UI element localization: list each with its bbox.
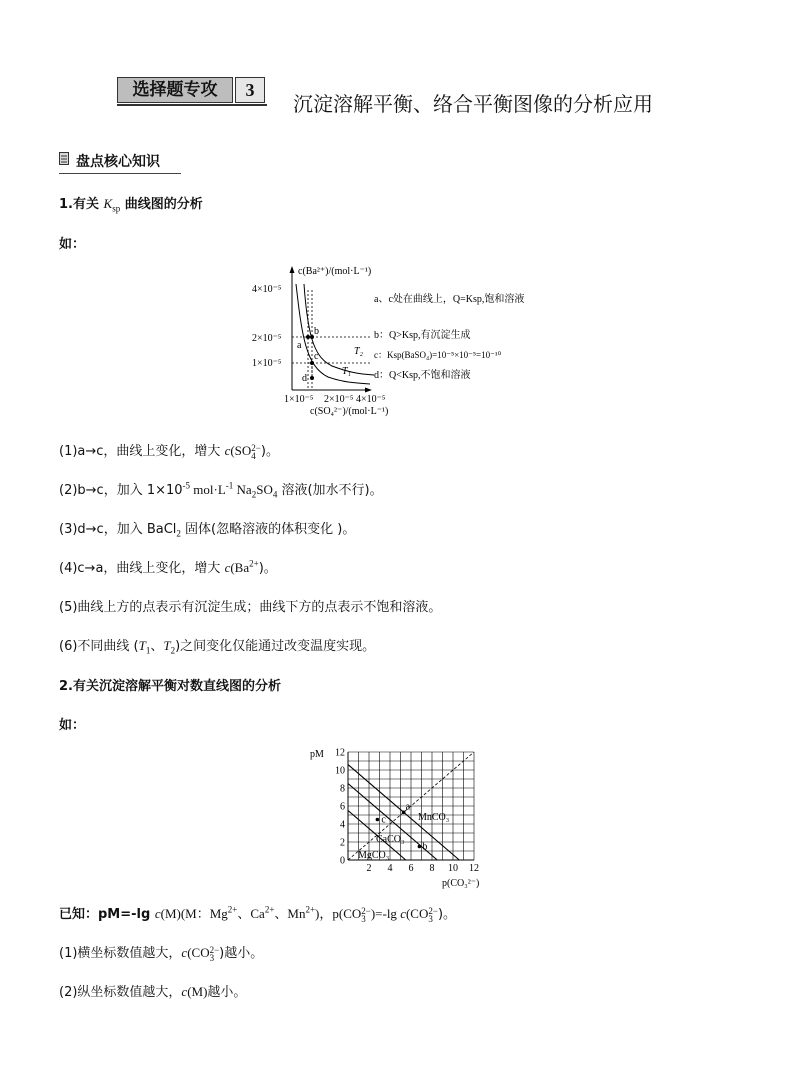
- section-rule: [59, 173, 181, 174]
- x-tick: 4×10⁻⁵: [356, 394, 386, 405]
- x-tick-label: 12: [469, 863, 479, 874]
- y-tick-label: 12: [335, 747, 345, 759]
- topic-banner: [117, 77, 267, 103]
- y-tick: 4×10⁻⁵: [252, 284, 282, 295]
- x-tick: 2×10⁻⁵: [324, 394, 354, 405]
- x-tick-label: 2: [366, 863, 372, 874]
- y-tick-label: 8: [340, 783, 345, 795]
- item-2: (2)b→c，加入 $1\times 10^{-5}$ $mol\cdot L^{-1}$ $Na_2SO_4$ 溶液(加水不行)。: [59, 480, 383, 500]
- point-label: a: [297, 340, 302, 351]
- part2-item-1: (1)横坐标数值越大，c(CO 2− 3 )越小。: [59, 944, 264, 963]
- y-axis-label: c(Ba²⁺)/(mol·L⁻¹): [298, 266, 372, 277]
- x-tick-label: 10: [448, 863, 458, 874]
- y-tick-label: 4: [340, 819, 345, 831]
- item-4: (4)c→a，曲线上变化，增大 $c(Ba^{2+})$。: [59, 558, 277, 576]
- series-label: CaCO₃: [376, 834, 405, 845]
- document-icon: [59, 152, 71, 165]
- y-tick: 2×10⁻⁵: [252, 333, 282, 344]
- y-tick: 1×10⁻⁵: [252, 358, 282, 369]
- y-axis-label: pM: [310, 749, 324, 760]
- y-tick-label: 10: [335, 765, 345, 777]
- annotation: c：Ksp(BaSO₄)=10⁻⁵×10⁻⁵=10⁻¹⁰: [374, 350, 502, 360]
- x-tick-label: 4: [387, 863, 393, 874]
- item-3: (3)d→c，加入 BaCl$_2$ 固体(忽略溶液的体积变化 )。: [59, 522, 356, 539]
- ksp-curve-figure: [250, 262, 550, 424]
- x-axis-label: c(SO₄²⁻)/(mol·L⁻¹): [310, 406, 389, 417]
- part2-ru: 如：: [59, 718, 86, 733]
- x-tick-label: 6: [408, 863, 414, 874]
- point-label: b: [314, 326, 319, 337]
- x-axis-label: p(CO₃²⁻): [442, 878, 480, 889]
- point-label: c: [381, 814, 386, 826]
- y-tick-label: 6: [340, 801, 345, 813]
- page-title: 沉淀溶解平衡、络合平衡图像的分析应用: [293, 92, 653, 116]
- annotation: a、c处在曲线上，Q=Ksp,饱和溶液: [374, 294, 525, 305]
- point-d: [310, 376, 314, 380]
- log-line-chart: [308, 745, 488, 890]
- data-point: [376, 818, 380, 822]
- series-label: MgCO₃: [358, 850, 390, 861]
- banner-underline: [117, 104, 267, 106]
- x-tick: 1×10⁻⁵: [284, 394, 314, 405]
- curve-t1: [296, 284, 370, 384]
- curve-label-t1: T₁: [342, 366, 352, 377]
- item-5: (5)曲线上方的点表示有沉淀生成；曲线下方的点表示不饱和溶液。: [59, 600, 442, 615]
- annotation: b：Q>Ksp,有沉淀生成: [374, 330, 471, 341]
- topic-number: 3: [235, 77, 265, 103]
- point-label: d: [302, 373, 307, 384]
- item-1: (1)a→c，曲线上变化，增大 c(SO 2− 4 )。: [59, 442, 279, 461]
- part2-heading: 2.有关沉淀溶解平衡对数直线图的分析: [59, 679, 281, 694]
- known-condition: 已知：pM=-lg c(M)(M：$Mg^{2+}$、$Ca^{2+}$、$Mn^{2+}$)，p(CO 2− 3 )=-lg c(CO 2− 3 )。: [59, 904, 457, 924]
- chart-marks: [335, 748, 479, 875]
- annotation: d：Q<Ksp,不饱和溶液: [374, 370, 471, 381]
- part1-heading: 1.有关 $K_{sp}$ 曲线图的分析: [59, 196, 203, 214]
- part2-item-2: (2)纵坐标数值越大，c(M)越小。: [59, 984, 247, 1000]
- y-tick-label: 2: [340, 837, 345, 849]
- point-label: a: [405, 801, 411, 813]
- data-point: [418, 845, 422, 849]
- point-label: c: [314, 351, 319, 362]
- y-tick-label: 0: [340, 855, 345, 867]
- point-label: b: [422, 841, 428, 853]
- curve-label-t2: T₂: [354, 346, 364, 357]
- point-a: [306, 335, 310, 339]
- part1-ru: 如：: [59, 237, 86, 252]
- item-6: (6)不同曲线 ($T_1$、$T_2$)之间变化仅能通过改变温度实现。: [59, 638, 376, 656]
- topic-tag: 选择题专攻: [117, 77, 233, 103]
- x-tick-label: 8: [429, 863, 435, 874]
- section-heading: 盘点核心知识: [76, 154, 160, 170]
- series-label: MnCO₃: [418, 812, 450, 823]
